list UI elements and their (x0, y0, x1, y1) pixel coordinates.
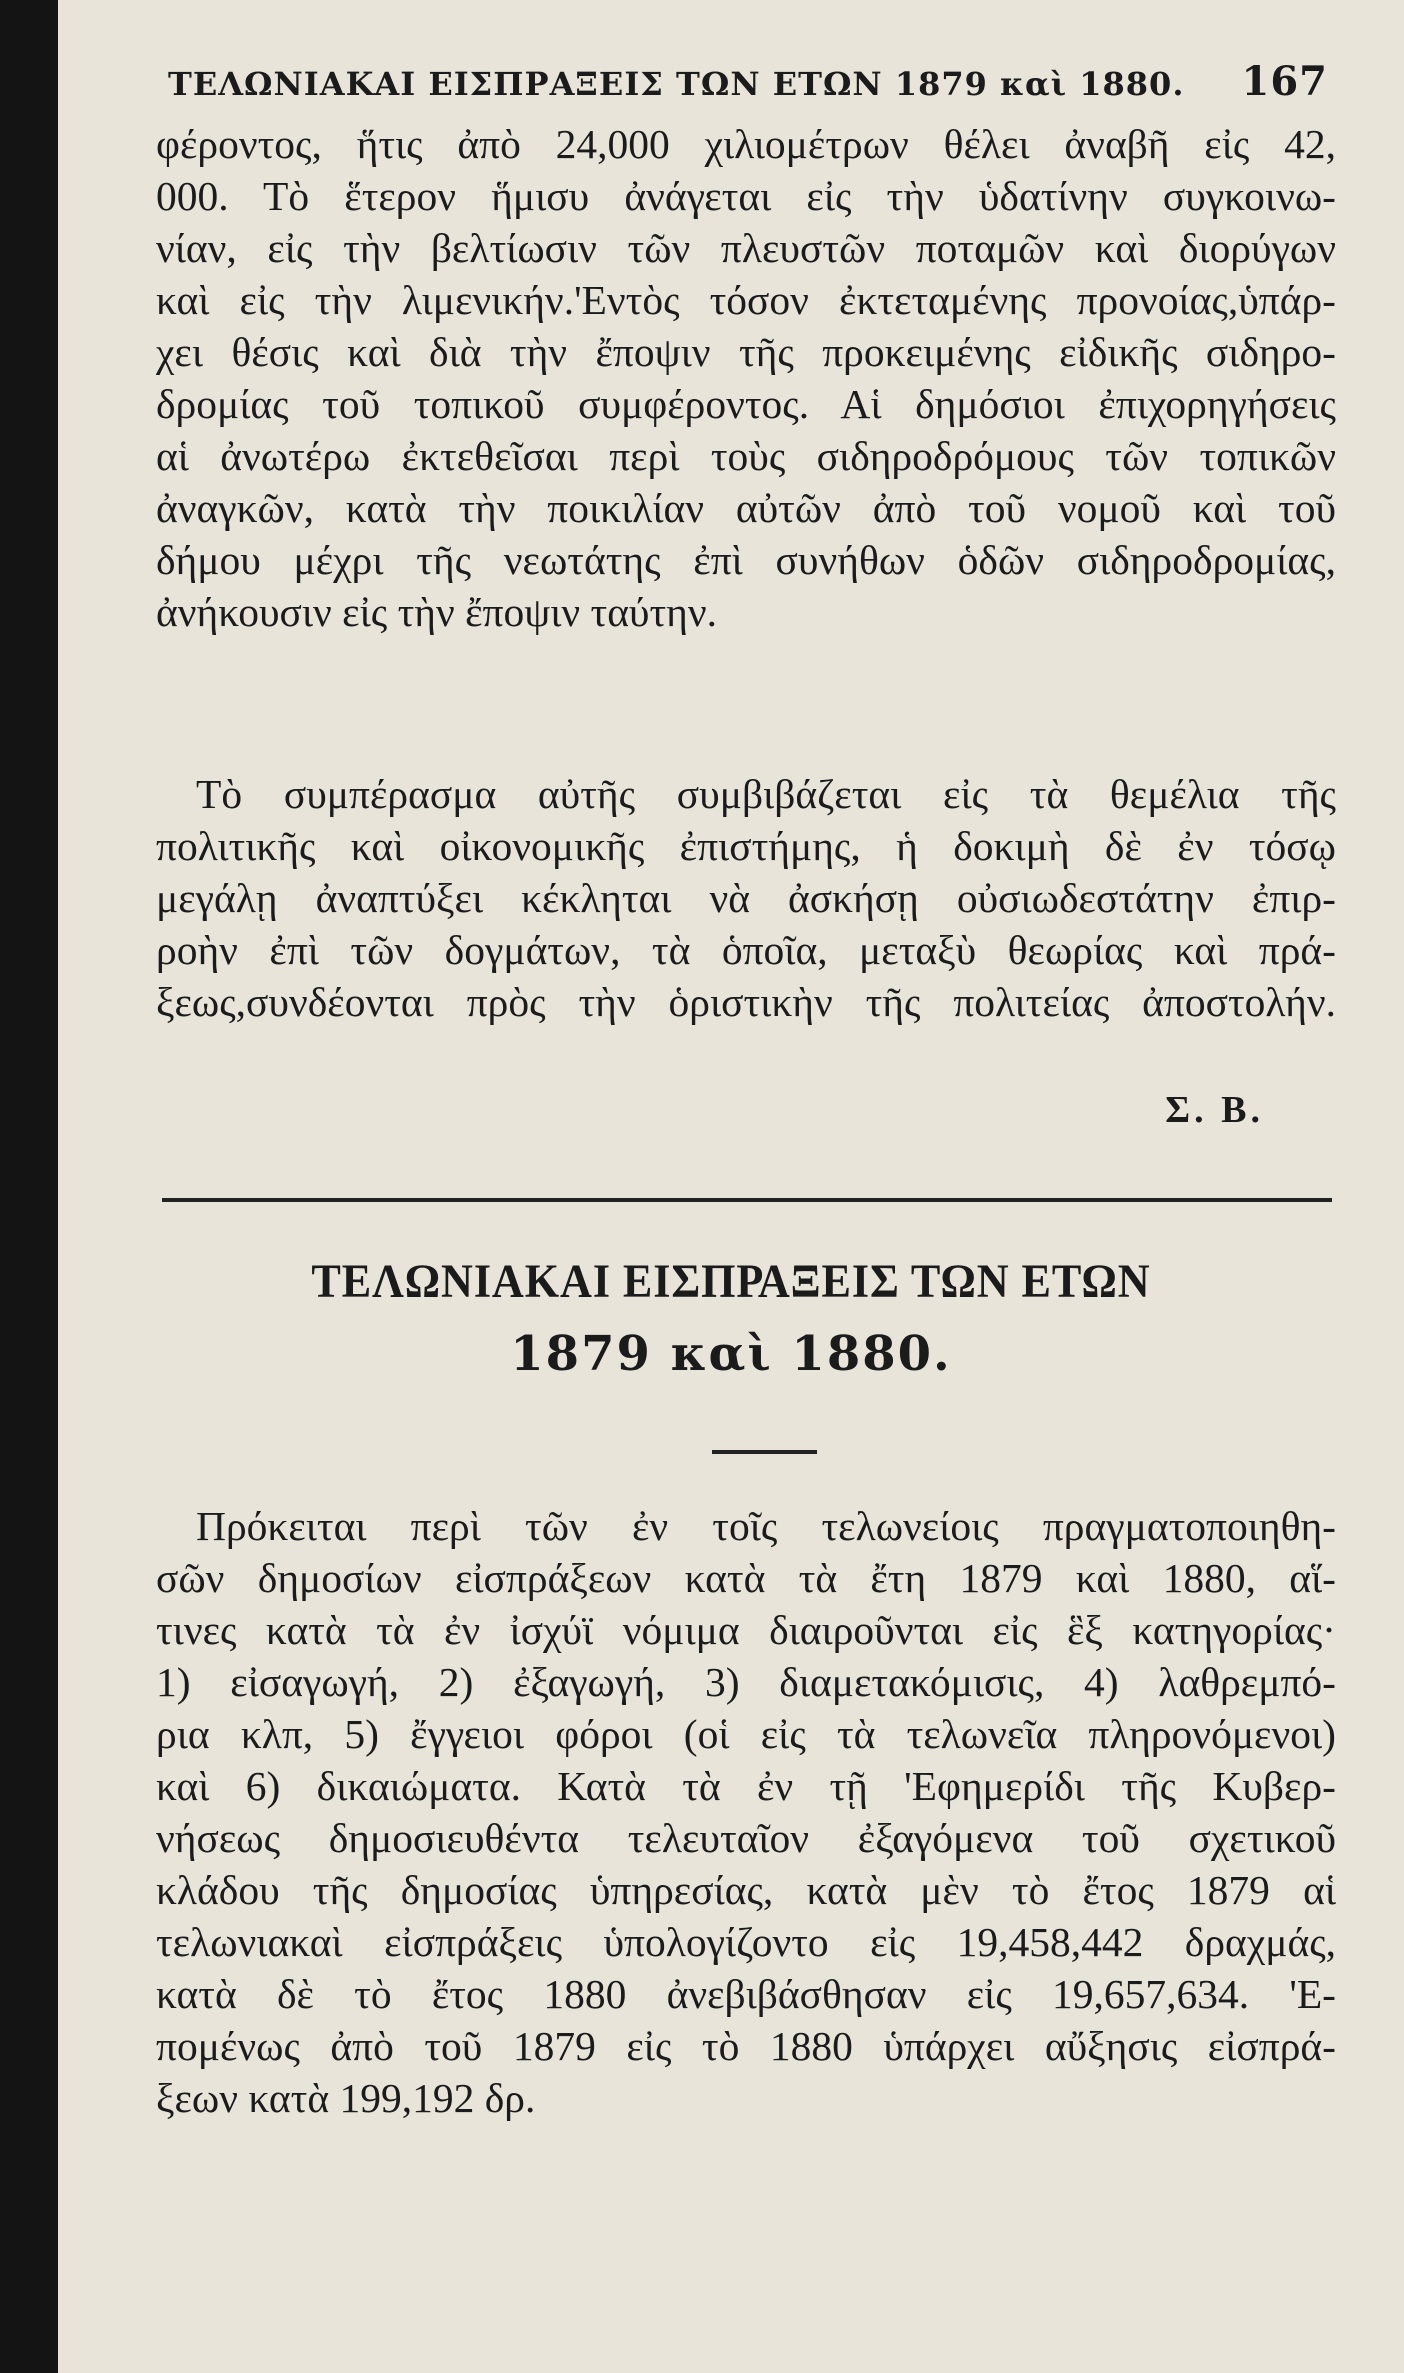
section-subtitle-years: 1879 καὶ 1880. (510, 1326, 952, 1382)
text-line: τελωνιακαὶ εἰσπράξεις ὑπολογίζοντο εἰς 19,458,442 δραχμάς, (156, 1919, 1336, 1965)
text-line: πολιτικῆς καὶ οἰκονομικῆς ἐπιστήμης, ἡ δοκιμὴ δὲ ἐν τόσῳ (156, 823, 1336, 869)
text-line: νίαν, εἰς τὴν βελτίωσιν τῶν πλευστῶν ποταμῶν καὶ διορύγων (156, 225, 1336, 271)
text-line: νήσεως δημοσιευθέντα τελευταῖον ἐξαγόμενα τοῦ σχετικοῦ (156, 1815, 1336, 1861)
text-line: σῶν δημοσίων εἰσπράξεων κατὰ τὰ ἔτη 1879 καὶ 1880, αἵ- (156, 1555, 1336, 1601)
section-divider-rule (162, 1198, 1332, 1202)
text-line: πομένως ἀπὸ τοῦ 1879 εἰς τὸ 1880 ὑπάρχει αὔξησις εἰσπρά- (156, 2023, 1336, 2069)
text-line: αἱ ἀνωτέρω ἐκτεθεῖσαι περὶ τοὺς σιδηροδρόμους τῶν τοπικῶν (156, 433, 1336, 479)
text-line: δρομίας τοῦ τοπικοῦ συμφέροντος. Αἱ δημόσιοι ἐπιχορηγήσεις (156, 381, 1336, 427)
running-title: ΤΕΛΩΝΙΑΚΑΙ ΕΙΣΠΡΑΞΕΙΣ ΤΩΝ ΕΤΩΝ 1879 καὶ 1880. (168, 65, 1185, 103)
text-line: χει θέσις καὶ διὰ τὴν ἔποψιν τῆς προκειμένης εἰδικῆς σιδηρο- (156, 329, 1336, 375)
running-header (168, 58, 1328, 105)
text-line: ροὴν ἐπὶ τῶν δογμάτων, τὰ ὁποῖα, μεταξὺ θεωρίας καὶ πρά- (156, 927, 1336, 973)
text-line: 000. Τὸ ἕτερον ἥμισυ ἀνάγεται εἰς τὴν ὑδατίνην συγκοινω- (156, 173, 1336, 219)
author-signature: Σ. Β. (1165, 1089, 1264, 1131)
text-line: Πρόκειται περὶ τῶν ἐν τοῖς τελωνείοις πραγματοποιηθη- (196, 1503, 1336, 1549)
title-underline-rule (712, 1450, 817, 1454)
text-line: ξεων κατὰ 199,192 δρ. (156, 2075, 536, 2121)
text-line: Τὸ συμπέρασμα αὐτῆς συμβιβάζεται εἰς τὰ θεμέλια τῆς (196, 771, 1336, 817)
text-line: δήμου μέχρι τῆς νεωτάτης ἐπὶ συνήθων ὁδῶν σιδηροδρομίας, (156, 537, 1336, 583)
page-number: 167 (1241, 58, 1328, 105)
paragraph-main (156, 1500, 1336, 2124)
book-page (58, 0, 1404, 2373)
text-line: μεγάλῃ ἀναπτύξει κέκληται νὰ ἀσκήσῃ οὐσιωδεστάτην ἐπιρ- (156, 875, 1336, 921)
text-line: κλάδου τῆς δημοσίας ὑπηρεσίας, κατὰ μὲν τὸ ἔτος 1879 αἱ (156, 1867, 1336, 1913)
text-line: ἀναγκῶν, κατὰ τὴν ποικιλίαν αὐτῶν ἀπὸ τοῦ νομοῦ καὶ τοῦ (156, 485, 1336, 531)
text-line: κατὰ δὲ τὸ ἔτος 1880 ἀνεβιβάσθησαν εἰς 19,657,634. 'Ε- (156, 1971, 1336, 2017)
section-title: ΤΕΛΩΝΙΑΚΑΙ ΕΙΣΠΡΑΞΕΙΣ ΤΩΝ ΕΤΩΝ (311, 1255, 1151, 1308)
text-line: ξεως,συνδέονται πρὸς τὴν ὁριστικὴν τῆς πολιτείας ἀποστολήν. (156, 979, 1336, 1025)
paragraph-conclusion (156, 768, 1336, 1028)
text-line: 1) εἰσαγωγή, 2) ἐξαγωγή, 3) διαμετακόμισις, 4) λαθρεμπό- (156, 1659, 1336, 1705)
text-line: ἀνήκουσιν εἰς τὴν ἔποψιν ταύτην. (156, 589, 717, 635)
book-spine-shadow (0, 0, 58, 2373)
text-line: ρια κλπ, 5) ἔγγειοι φόροι (οἱ εἰς τὰ τελωνεῖα πληρονόμενοι) (156, 1711, 1336, 1757)
text-line: καὶ 6) δικαιώματα. Κατὰ τὰ ἐν τῇ 'Εφημερίδι τῆς Κυβερ- (156, 1763, 1336, 1809)
paragraph-continuation (156, 118, 1336, 638)
text-line: καὶ εἰς τὴν λιμενικήν.'Εντὸς τόσον ἐκτεταμένης προνοίας,ὑπάρ- (156, 277, 1336, 323)
text-line: φέροντος, ἥτις ἀπὸ 24,000 χιλιομέτρων θέλει ἀναβῆ εἰς 42, (156, 121, 1336, 167)
text-line: τινες κατὰ τὰ ἐν ἰσχύϊ νόμιμα διαιροῦνται εἰς ἓξ κατηγορίας· (156, 1607, 1336, 1653)
